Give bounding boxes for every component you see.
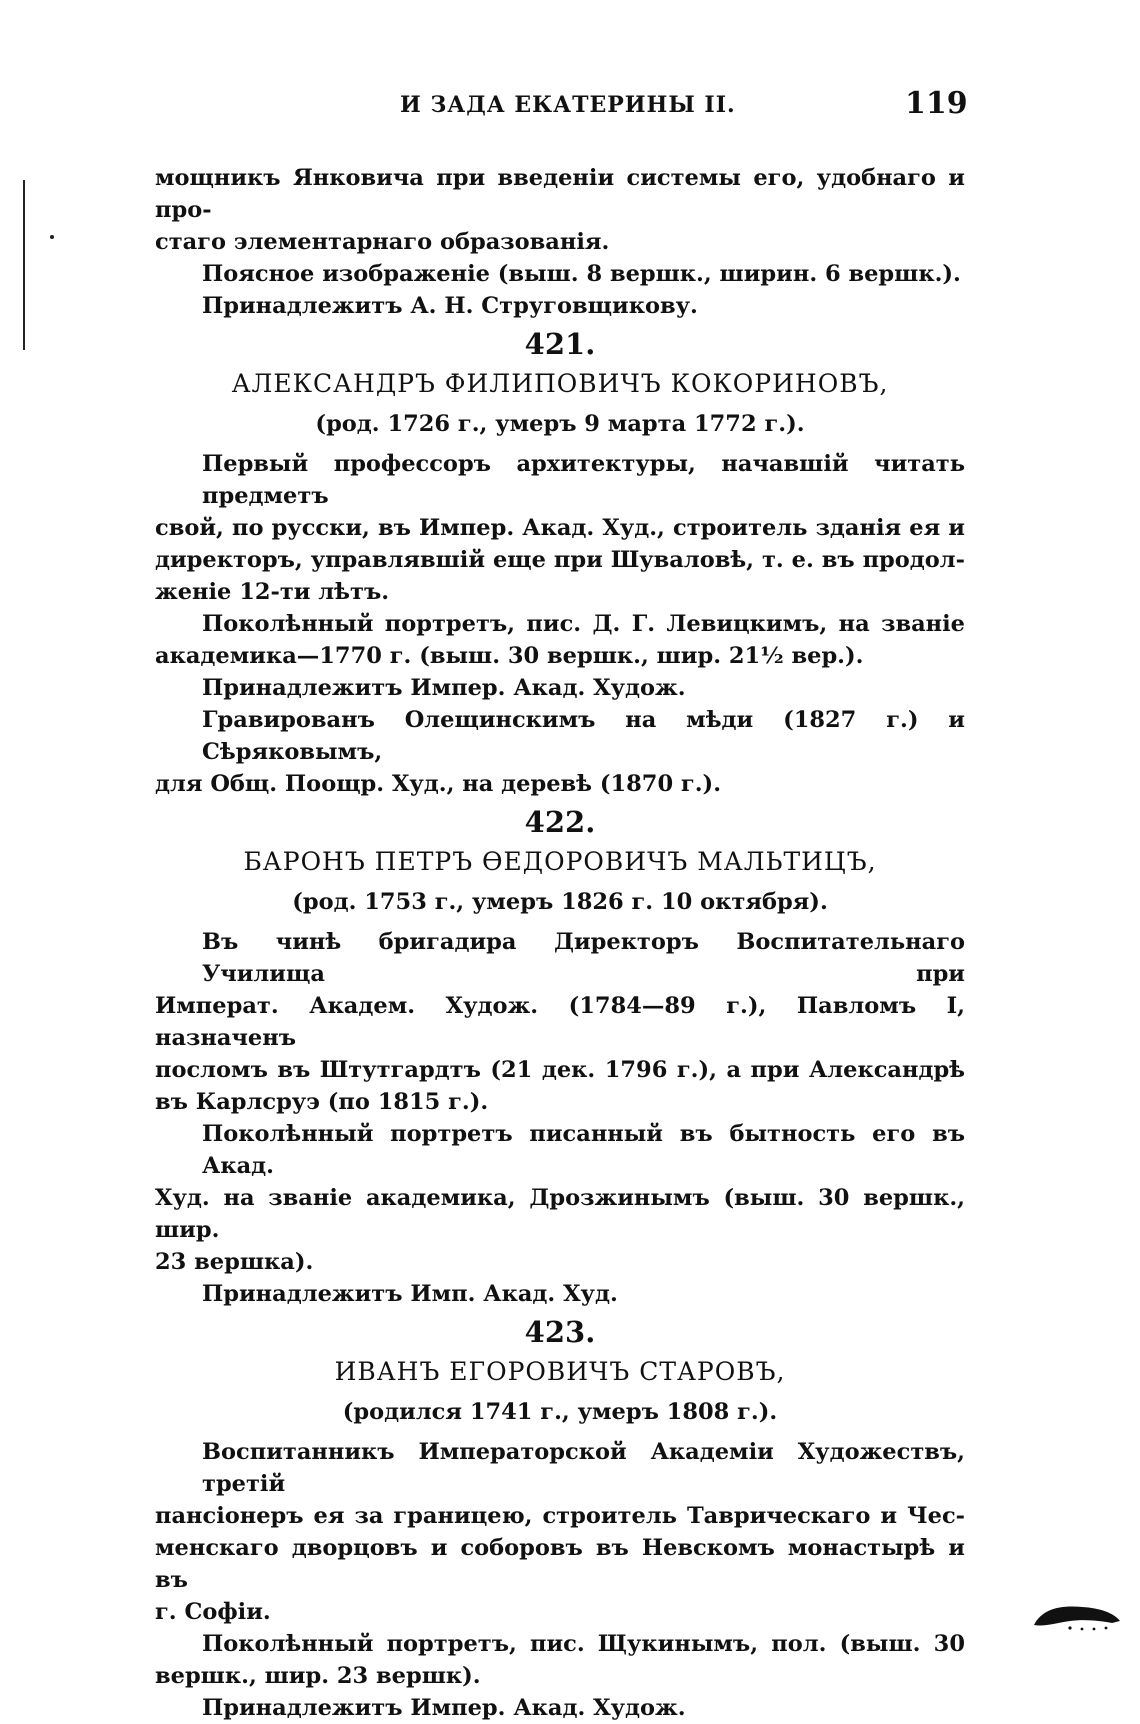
entry-name: ИВАНЪ ЕГОРОВИЧЪ СТАРОВЪ, (334, 1357, 786, 1386)
intro-portrait: Поясное изображеніе (выш. 8 вершк., ширин. 6 вершк.). (202, 261, 961, 287)
entry-number: 421. (524, 327, 596, 361)
intro-line: стаго элементарнаго образованія. (155, 229, 610, 255)
entry-portrait-line: Поколѣнный портретъ, пис. Щукинымъ, пол. (выш. 30 (202, 1631, 965, 1657)
entry-text-line: Въ чинѣ бригадира Директоръ Воспитательнаго Училища при (202, 929, 965, 987)
entry-text-line: Первый профессоръ архитектуры, начавшій читать предметъ (202, 451, 965, 509)
entry-number: 423. (524, 1315, 596, 1349)
entry-text-line: г. Софіи. (155, 1599, 271, 1625)
entry-portrait-line: 23 вершка). (155, 1249, 314, 1275)
page-body (155, 162, 965, 1724)
entry-name: АЛЕКСАНДРЪ ФИЛИПОВИЧЪ КОКОРИНОВЪ, (231, 369, 889, 398)
entry-number: 422. (524, 805, 596, 839)
entry-dates: (род. 1753 г., умеръ 1826 г. 10 октября). (292, 889, 828, 915)
running-header: И ЗАДА ЕКАТЕРИНЫ II. (400, 92, 736, 118)
ink-blot-mark (1030, 1595, 1125, 1635)
entry-text-line: женіе 12-ти лѣтъ. (155, 579, 390, 605)
entry-name: БАРОНЪ ПЕТРЪ ѲЕДОРОВИЧЪ МАЛЬТИЦЪ, (243, 847, 877, 876)
entry-dates: (род. 1726 г., умеръ 9 марта 1772 г.). (315, 411, 805, 437)
intro-owner: Принадлежитъ А. Н. Струговщикову. (202, 293, 698, 319)
entry-dates: (родился 1741 г., умеръ 1808 г.). (342, 1399, 778, 1425)
entry-portrait-line: Поколѣнный портретъ писанный въ бытность его въ Акад. (202, 1121, 965, 1179)
entry-text-line: директоръ, управлявшій еще при Шуваловѣ, т. е. въ продол- (155, 547, 965, 573)
entry-text-line: въ Карлсруэ (по 1815 г.). (155, 1089, 489, 1115)
entry-engraving-line: для Общ. Поощр. Худ., на деревѣ (1870 г.). (155, 771, 722, 797)
entry-text-line: свой, по русски, въ Импер. Акад. Худ., строитель зданія ея и (155, 515, 965, 541)
entry-text-line: Императ. Академ. Худож. (1784—89 г.), Павломъ I, назначенъ (155, 993, 965, 1051)
entry-portrait-line: Худ. на званіе академика, Дрозжинымъ (выш. 30 вершк., шир. (155, 1185, 965, 1243)
entry-text-line: Воспитанникъ Императорской Академіи Художествъ, третій (202, 1439, 965, 1497)
entry-owner: Принадлежитъ Импер. Акад. Худож. (202, 1695, 686, 1721)
intro-line: мощникъ Янковича при введеніи системы его, удобнаго и про- (155, 165, 965, 223)
entry-portrait-line: академика—1770 г. (выш. 30 вершк., шир. 21½ вер.). (155, 643, 864, 669)
margin-scan-dot (50, 235, 54, 239)
entry-text-line: посломъ въ Штутгардтъ (21 дек. 1796 г.), а при Александрѣ (155, 1057, 965, 1083)
entry-text-line: менскаго дворцовъ и соборовъ въ Невскомъ монастырѣ и въ (155, 1535, 965, 1593)
entry-engraving-line: Гравированъ Олещинскимъ на мѣди (1827 г.) и Сѣряковымъ, (202, 707, 965, 765)
entry-owner: Принадлежитъ Импер. Акад. Худож. (202, 675, 686, 701)
entry-owner: Принадлежитъ Имп. Акад. Худ. (202, 1281, 618, 1307)
entry-portrait-line: вершк., шир. 23 вершк). (155, 1663, 481, 1689)
entry-text-line: пансіонеръ ея за границею, строитель Таврическаго и Чес- (155, 1503, 965, 1529)
margin-scan-mark (23, 180, 25, 350)
entry-portrait-line: Поколѣнный портретъ, пис. Д. Г. Левицкимъ, на званіе (202, 611, 965, 637)
page-number: 119 (905, 86, 968, 121)
